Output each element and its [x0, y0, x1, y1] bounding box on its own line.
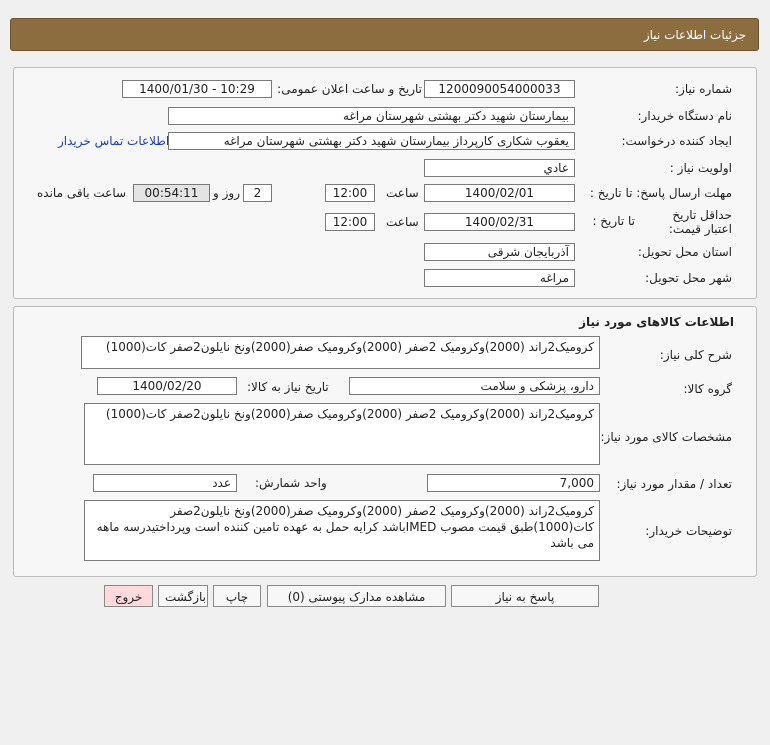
print-button[interactable]: چاپ	[213, 585, 261, 607]
remaining-label: ساعت باقی مانده	[37, 186, 127, 200]
back-button[interactable]: بازگشت	[158, 585, 208, 607]
province-field: آذربایجان شرقی	[424, 243, 575, 261]
days-label: روز و	[213, 186, 240, 200]
send-deadline-label: مهلت ارسال پاسخ: تا تاریخ :	[589, 186, 732, 200]
unit-field: عدد	[93, 474, 237, 492]
priority-label: اولویت نیاز :	[669, 161, 732, 175]
goods-section-title: اطلاعات کالاهای مورد نیاز	[579, 315, 734, 329]
qty-field: 7,000	[427, 474, 600, 492]
validity-date-field: 1400/02/31	[424, 213, 575, 231]
city-field: مراغه	[424, 269, 575, 287]
need-date-label: تاریخ نیاز به کالا:	[247, 380, 329, 394]
countdown-field: 00:54:11	[133, 184, 210, 202]
send-time-label: ساعت	[386, 186, 419, 200]
buyer-notes-label: توضیحات خریدار:	[645, 524, 732, 538]
validity-time-label: ساعت	[386, 215, 419, 229]
page-title: جزئیات اطلاعات نیاز	[643, 28, 746, 42]
send-time-field: 12:00	[325, 184, 375, 202]
group-field: دارو، پزشکی و سلامت	[349, 377, 600, 395]
announce-field: 1400/01/30 - 10:29	[122, 80, 272, 98]
desc-label: شرح کلی نیاز:	[659, 348, 732, 362]
requester-field: یعقوب شکاری کارپرداز بیمارستان شهید دکتر بهشتی شهرستان مراغه	[168, 132, 575, 150]
buyer-contact-link[interactable]: اطلاعات تماس خریدار	[58, 134, 170, 148]
send-date-field: 1400/02/01	[424, 184, 575, 202]
page-header	[10, 18, 759, 51]
buyer-org-field: بیمارستان شهید دکتر بهشتی شهرستان مراغه	[168, 107, 575, 125]
spec-label: مشخصات کالای مورد نیاز:	[600, 430, 732, 444]
validity-to-label: تا تاریخ :	[592, 214, 635, 228]
reply-button[interactable]: پاسخ به نیاز	[451, 585, 599, 607]
announce-label: تاریخ و ساعت اعلان عمومی:	[277, 82, 422, 96]
province-label: استان محل تحویل:	[637, 245, 732, 259]
need-number-label: شماره نیاز:	[675, 82, 732, 96]
validity-label: حداقل تاریخ اعتبار قیمت:	[668, 208, 732, 236]
exit-button[interactable]: خروج	[104, 585, 153, 607]
need-date-field: 1400/02/20	[97, 377, 237, 395]
requester-label: ایجاد کننده درخواست:	[621, 134, 732, 148]
validity-time-field: 12:00	[325, 213, 375, 231]
view-attachments-button[interactable]: مشاهده مدارک پیوستی (0)	[267, 585, 446, 607]
unit-label: واحد شمارش:	[255, 476, 327, 490]
buyer-org-label: نام دستگاه خریدار:	[637, 109, 732, 123]
desc-field: کرومیک2راند (2000)وکرومیک 2صفر (2000)وکرومیک صفر(2000)ونخ نایلون2صفر کات(1000)	[81, 336, 600, 369]
need-info-panel	[13, 67, 757, 299]
city-label: شهر محل تحویل:	[645, 271, 732, 285]
buyer-notes-field: کرومیک2راند (2000)وکرومیک 2صفر (2000)وکرومیک صفر(2000)ونخ نایلون2صفر کات(1000)طبق قیمت مصوب IMEDباشد کرایه حمل به عهده تامین کننده است وپرداختیدرسه ماهه می باشد	[84, 500, 600, 561]
group-label: گروه کالا:	[683, 382, 732, 396]
need-number-field: 1200090054000033	[424, 80, 575, 98]
days-remaining-field: 2	[243, 184, 272, 202]
spec-field: کرومیک2راند (2000)وکرومیک 2صفر (2000)وکرومیک صفر(2000)ونخ نایلون2صفر کات(1000)	[84, 403, 600, 465]
priority-field: عادي	[424, 159, 575, 177]
qty-label: تعداد / مقدار مورد نیاز:	[616, 477, 732, 491]
